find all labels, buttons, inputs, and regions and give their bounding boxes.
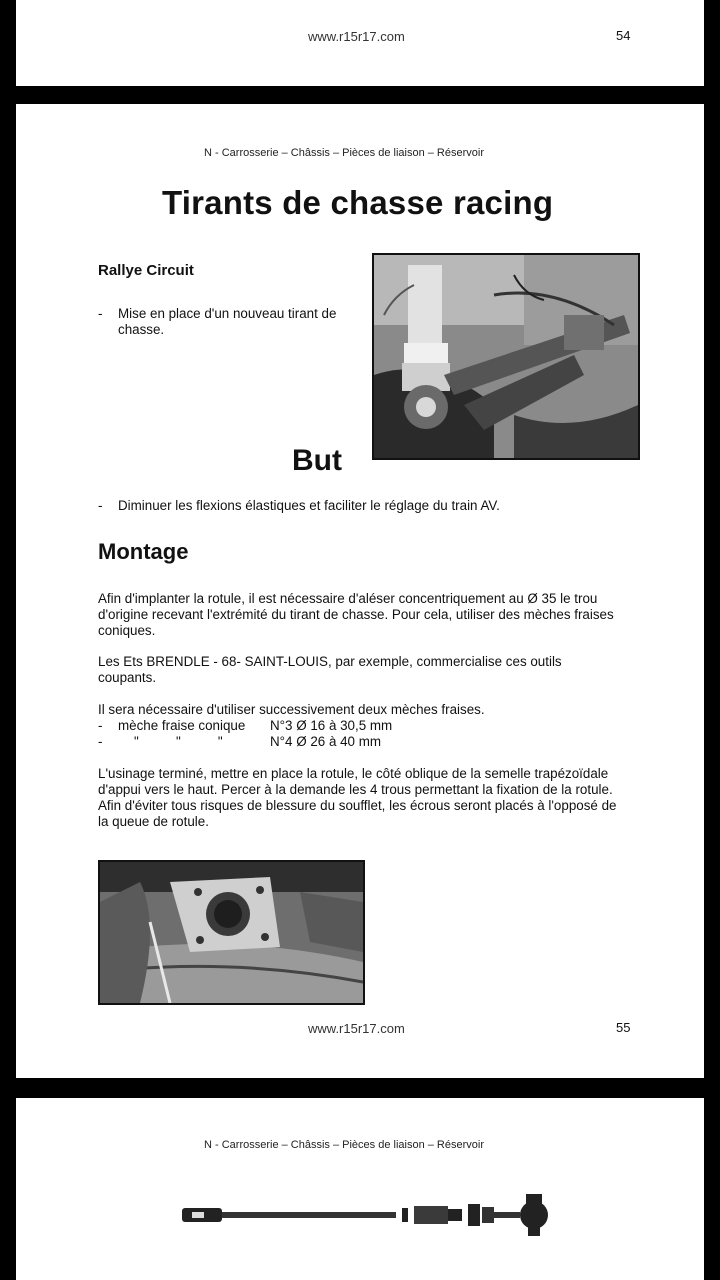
tie-rod-parts-illustration: [182, 1190, 562, 1240]
list-dash: -: [98, 718, 103, 733]
para-line: Afin d'implanter la rotule, il est nécessaire d'aléser concentriquement au Ø 35 le trou: [98, 591, 598, 606]
section-header: N - Carrosserie – Châssis – Pièces de liaison – Réservoir: [204, 1139, 484, 1151]
para-line: Il sera nécessaire d'utiliser successivement deux mèches fraises.: [98, 702, 485, 717]
bullet-text-line: chasse.: [118, 322, 165, 337]
para-line: coniques.: [98, 623, 156, 638]
page-number: 55: [616, 1020, 631, 1035]
para-line: Afin d'éviter tous risques de blessure du soufflet, les écrous seront placés à l'opposé de: [98, 798, 617, 813]
bullet-text-line: Mise en place d'un nouveau tirant de: [118, 306, 337, 321]
page-54: [16, 0, 704, 86]
para-line: la queue de rotule.: [98, 814, 209, 829]
heading-montage: Montage: [98, 539, 189, 564]
para-line: d'origine recevant l'extrémité du tirant de chasse. Pour cela, utiliser des mèches fraises: [98, 607, 614, 622]
suspension-photo: [372, 253, 640, 460]
drill-spec: N°3 Ø 16 à 30,5 mm: [270, 718, 393, 733]
drill-tool: mèche fraise conique: [118, 718, 246, 733]
mount-photo: [98, 860, 365, 1005]
footer-url[interactable]: www.r15r17.com: [308, 29, 405, 44]
para-line: coupants.: [98, 670, 157, 685]
subtitle: Rallye Circuit: [98, 262, 194, 279]
page-number: 54: [616, 28, 631, 43]
page-56: [16, 1098, 704, 1280]
para-line: Les Ets BRENDLE - 68- SAINT-LOUIS, par exemple, commercialise ces outils: [98, 654, 562, 669]
page-55: [16, 104, 704, 1078]
list-dash: -: [98, 734, 103, 749]
drill-tool: " " ": [134, 734, 223, 749]
drill-spec: N°4 Ø 26 à 40 mm: [270, 734, 382, 749]
bullet-dash: -: [98, 498, 103, 513]
but-text: Diminuer les flexions élastiques et faciliter le réglage du train AV.: [118, 498, 500, 513]
bullet-dash: -: [98, 306, 103, 321]
section-header: N - Carrosserie – Châssis – Pièces de liaison – Réservoir: [204, 147, 484, 159]
footer-url[interactable]: www.r15r17.com: [308, 1021, 405, 1036]
page-title: Tirants de chasse racing: [162, 184, 554, 221]
para-line: d'appui vers le haut. Percer à la demande les 4 trous permettant la fixation de la rotule.: [98, 782, 613, 797]
para-line: L'usinage terminé, mettre en place la rotule, le côté oblique de la semelle trapézoïdale: [98, 766, 609, 781]
heading-but: But: [292, 444, 342, 477]
